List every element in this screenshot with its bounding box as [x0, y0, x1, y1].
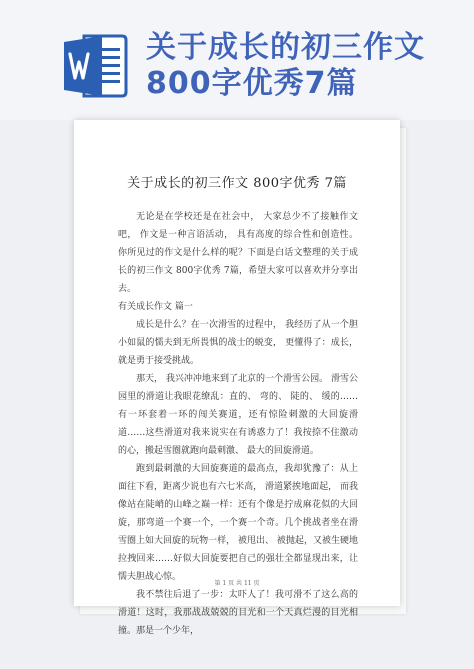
banner: [0, 0, 474, 120]
section-heading: 有关成长作文 篇一: [118, 302, 193, 312]
paragraph-intro: 无论是在学校还是在社会中， 大家总少不了接触作文吧， 作文是一种言语活动， 具有高度的综合性和创造性。 你所见过的作文是什么样的呢？下面是白话文整理的关于成长的初三作文 800字优秀 7篇，希望大家可以喜欢并分享出去。: [118, 212, 358, 294]
paragraph: 跑到最刺激的大回旋赛道的最高点，我却犹豫了：从上面往下看，距离少说也有六七米高， 滑道紧挨地面起， 而我像站在陡峭的山峰之巅一样：还有个像是拧成麻花似的大回旋，那弯道一个赛一个，一个赛一个奇。几个挑战者坐在滑雪圈上如大回旋的玩物一样， 被甩出、 被抛起，又被生硬地拉拽回来……好似大回旋要把自己的强壮全都显现出来，让懦夫胆战心惊。: [118, 464, 358, 582]
document-body: [118, 208, 358, 640]
document-page: [74, 120, 400, 636]
paragraph: 我不禁往后退了一步：太吓人了！我可滑不了这么高的滑道！这时，我那战战兢兢的目光和一个天真烂漫的目光相撞。那是一个少年，: [118, 590, 358, 636]
document-title: 关于成长的初三作文 800字优秀 7篇: [127, 176, 347, 191]
page-number: 第 1 页 共 11 页: [214, 580, 260, 587]
banner-title: 关于成长的初三作文800字优秀7篇: [146, 30, 425, 101]
paragraph: 那天， 我兴冲冲地来到了北京的一个滑雪公园。 滑雪公园里的滑道让我眼花缭乱：直的、 弯的、 陡的、 缓的…… 有一环套着一环的闯关赛道，还有惊险刺激的大回旋滑道……这些滑道对我来说实在有诱惑力了！我按捺不住激动的心，搬起雪圈就跑向最刺激、 最大的回旋滑道。: [118, 374, 358, 456]
word-doc-icon: [62, 32, 130, 100]
paragraph: 成长是什么？在一次滑雪的过程中， 我经历了从一个胆小如鼠的懦夫到无所畏惧的战士的蜕变， 更懂得了：成长，就是勇于接受挑战。: [118, 320, 358, 366]
